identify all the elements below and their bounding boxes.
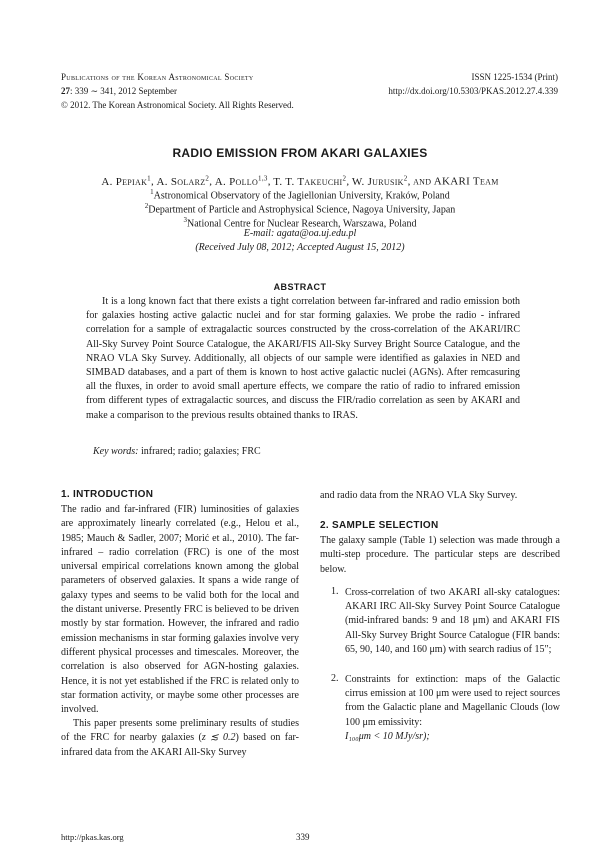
abstract-heading: ABSTRACT	[273, 282, 327, 292]
journal-name: Publications of the Korean Astronomical Society	[61, 72, 254, 82]
pages-date: : 339 ∼ 341, 2012 September	[70, 86, 178, 96]
author: A. Pepiak$^1$	[101, 174, 151, 188]
keywords	[93, 446, 261, 457]
redshift-math: z ≲ 0.2	[201, 732, 236, 744]
journal-header	[61, 70, 351, 112]
list-item-number: 1.	[331, 586, 339, 597]
volume-line	[61, 84, 351, 98]
author: T. T. Takeuchi$^2$	[273, 174, 347, 188]
received-date: (Received July 08, 2012; Accepted August 15, 2012)	[195, 242, 405, 253]
intro-paragraph: This paper presents some preliminary results of studies of the FRC for nearby galaxies (z ≲ 0.2) based on far-infrared data from the AKARI All-Sky Survey	[61, 718, 299, 758]
keywords-list: infrared; radio; galaxies; FRC	[140, 446, 261, 457]
list-item: Constraints for extinction: maps of the Galactic cirrus emission at 100 μm were used to reject sources from the Galactic plane and Magellanic Clouds (low 100 μm emissivity: I₁₀₀μm < 10 MJy/sr);	[345, 674, 560, 742]
author: and AKARI Team	[413, 175, 499, 188]
affiliation: $^2$Department of Particle and Astrophysical Science, Nagoya University, Japan	[144, 202, 456, 216]
issn: ISSN 1225-1534 (Print)	[471, 72, 558, 82]
author: A. Solarz$^2$	[156, 174, 210, 188]
copyright: © 2012. The Korean Astronomical Society. All Rights Reserved.	[61, 100, 294, 110]
continued-text: and radio data from the NRAO VLA Sky Survey.	[320, 490, 518, 501]
section-heading-sample-selection: 2. SAMPLE SELECTION	[320, 520, 439, 531]
issn-block	[318, 70, 558, 98]
email[interactable]: E-mail: agata@oa.uj.edu.pl	[243, 228, 357, 239]
emissivity-math: I₁₀₀μm < 10 MJy/sr);	[345, 730, 430, 742]
abstract-text: It is a long known fact that there exists a tight correlation between far-infrared and radio emission both for galaxies hosting active galactic nuclei and for star forming galaxies. We probe the radio - infrared correlation for a sample of extragalactic sources constructed by the cross-correlation of the AKARI/IRC All-Sky Survey Point Source Catalogue, the AKARI/FIS All-Sky Survey Bright Source Catalogue, and the NRAO VLA Sky Survey. Additionally, all objects of our sample were identified as galaxies in NED and SIMBAD databases, and a part of them is known to host active galactic nuclei (AGNs). After remcasuring all the fluxes, in order to avoid small aperture effects, we compare the ratio of radio to infrared emission from different types of extragalactic sources, and discuss the FIR/radio correlation as seen by AKARI and make a comparison to the previous results obtained thanks to IRAS.	[86, 296, 520, 421]
volume-number: 27	[61, 86, 70, 96]
list-item-number: 2.	[331, 673, 339, 684]
footer-url[interactable]: http://pkas.kas.org	[61, 832, 124, 842]
section-heading-introduction: 1. INTRODUCTION	[61, 489, 154, 500]
intro-paragraph: The radio and far-infrared (FIR) luminosities of galaxies are approximately linearly correlated (e.g., Helou et al., 1985; Mauch & Sadler, 2007; Morić et al., 2010). The far-infrared – radio correlation (FRC) is one of the most universal empirical correlations known among the global parameters of observed galaxies. It spans a wide range of galaxy types and seems to be valid both for the local and the distant universe. Presently FRC is believed to be driven mostly by star formation. However, the infrared and radio emission mechanisms in star forming galaxies involve very different physical processes and timescales. Moreover, the correlation is also observed for AGN-hosting galaxies. Hence, it is not yet established if the FRC is related only to star formation activity, or maybe some other processes are involved.	[61, 504, 299, 716]
author: W. Jurusik$^2$	[351, 174, 408, 188]
sample-paragraph: The galaxy sample (Table 1) selection was made through a multi-step procedure. The particular steps are described below.	[320, 535, 560, 575]
author-list: A. Pepiak$^1$, A. Solarz$^2$, A. Pollo$^{1,3}$, T. T. Takeuchi$^2$, W. Jurusik$^2$, and AKARI Team	[101, 174, 499, 188]
page-number: 339	[296, 832, 310, 842]
list-item: Cross-correlation of two AKARI all-sky catalogues: AKARI IRC All-Sky Survey Point Source Catalogue (mid-infrared bands: 9 and 18 μm) and AKARI FIS All-Sky Survey Bright Source Catalogue (FIR bands: 65, 90, 140, and 160 μm) with search radius of 15″;	[345, 587, 560, 655]
affiliation: $^1$Astronomical Observatory of the Jagiellonian University, Kraków, Poland	[150, 188, 450, 202]
author: A. Pollo$^{1,3}$	[214, 174, 268, 188]
paper-title: RADIO EMISSION FROM AKARI GALAXIES	[172, 146, 428, 160]
keywords-label: Key words:	[93, 446, 139, 457]
affiliation: $^3$National Centre for Nuclear Research, Warszawa, Poland	[183, 216, 417, 230]
doi-link[interactable]: http://dx.doi.org/10.5303/PKAS.2012.27.4.339	[388, 86, 558, 96]
